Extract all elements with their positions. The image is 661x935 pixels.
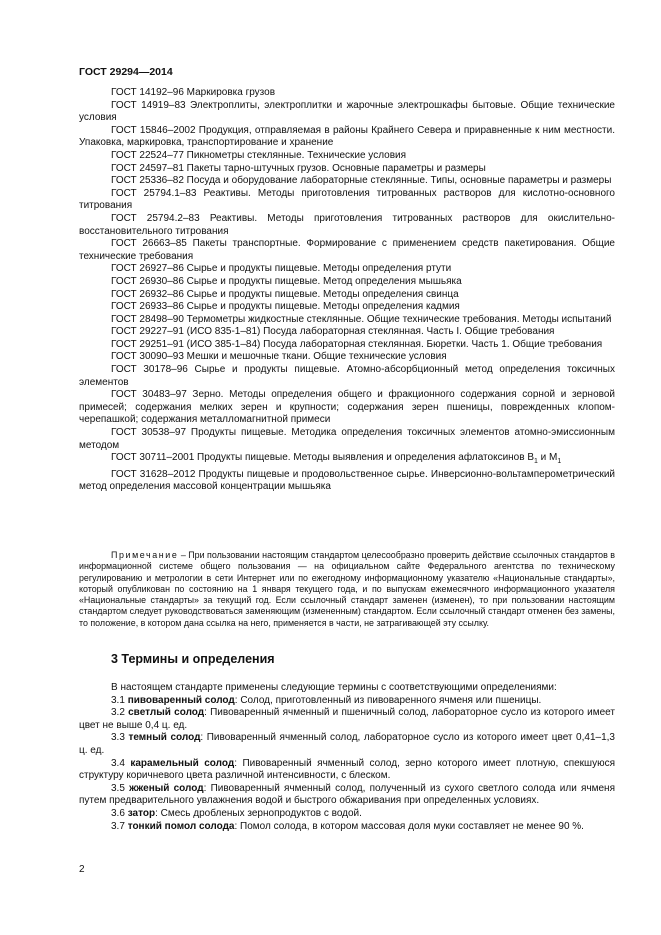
term-number: 3.7 [111,820,128,832]
term-definition: : Пивоваренный ячменный солод, полученный из сухого светлого солода или ячменя путем предварительного увлажнения водой и быстрого обжаривания при определенных условиях. [79,782,615,807]
reference-item: ГОСТ 30538–97 Продукты пищевые. Методика определения токсичных элементов атомно-эмиссионным методом [79,427,615,451]
term-name: жженый солод [129,782,204,794]
term-number: 3.6 [111,807,128,819]
reference-text: и М [537,452,558,464]
term-name: светлый солод [128,707,205,719]
section-title: 3 Термины и определения [111,652,275,666]
reference-item: ГОСТ 14919–83 Электроплиты, электроплитки и жарочные электрошкафы бытовые. Общие технические условия [79,99,615,124]
note-paragraph [79,550,615,629]
term-definition: : Помол солода, в котором массовая доля муки составляет не менее 90 %. [234,820,584,832]
reference-item: ГОСТ 15846–2002 Продукция, отправляемая в районы Крайнего Севера и приравненные к ним местности. Упаковка, маркировка, транспортирование и хранение [79,124,615,149]
term-number: 3.4 [111,757,131,769]
reference-text: ГОСТ 30711–2001 Продукты пищевые. Методы выявления и определения афлатоксинов В [111,452,534,464]
reference-item: ГОСТ 22524–77 Пикнометры стеклянные. Технические условия [111,149,407,161]
reference-item: ГОСТ 26927–86 Сырье и продукты пищевые. Методы определения ртути [111,263,452,275]
reference-item: ГОСТ 29227–91 (ИСО 835-1–81) Посуда лабораторная стеклянная. Часть I. Общие требования [111,326,555,338]
term-number: 3.2 [111,707,129,719]
normative-references-list [79,87,615,494]
reference-item: ГОСТ 24597–81 Пакеты тарно-штучных грузов. Основные параметры и размеры [111,162,486,174]
term-item [79,783,615,808]
subscript: 1 [557,458,562,466]
reference-item: ГОСТ 29251–91 (ИСО 385-1–84) Посуда лабораторная стеклянная. Бюретки. Часть 1. Общие требования [111,338,603,350]
note-text: – При пользовании настоящим стандартом целесообразно проверить действие ссылочных стандартов в информационной системе общего пользования — на официальном сайте Федерального агентства по техническому регулированию и метрологии в сети Интернет или по ежегодному информационному указателю «Национальные стандарты», который опубликован по состоянию на 1 января текущего года, и по выпускам ежемесячного информационного указателя «Национальные стандарты» за текущий год. Если ссылочный стандарт заменен (изменен), то при пользовании настоящим стандартом следует руководствоваться заменяющим (измененным) стандартом. Если ссылочный стандарт отменен без замены, то положение, в котором дана ссылка на него, применяется в части, не затрагивающей эту ссылку. [79,550,615,628]
reference-item: ГОСТ 25794.2–83 Реактивы. Методы приготовления титрованных растворов для окислительно-восстановительного титрования [79,212,615,237]
terms-section [79,682,615,833]
term-name: темный солод [128,732,201,744]
reference-item: ГОСТ 14192–96 Маркировка грузов [111,87,276,98]
reference-item: ГОСТ 30483–97 Зерно. Методы определения общего и фракционного содержания сорной и зерновой примесей; содержания мелких зерен и крупности; содержания зерен пшеницы, поврежденных клопом-черепашкой; содержания металломагнитной примеси [79,389,615,426]
reference-item: ГОСТ 25794.1–83 Реактивы. Методы приготовления титрованных растворов для кислотно-основного титрования [79,187,615,212]
reference-item: ГОСТ 26932–86 Сырье и продукты пищевые. Методы определения свинца [111,288,459,300]
note-label: Примечание [111,550,179,560]
reference-item-aflatoxin [79,452,615,469]
note-block [79,550,615,629]
reference-item: ГОСТ 26930–86 Сырье и продукты пищевые. Метод определения мышьяка [111,275,462,287]
term-number: 3.3 [111,732,129,744]
term-number: 3.1 [111,694,128,706]
term-name: пивоваренный солод [127,694,235,706]
term-name: тонкий помол солода [127,820,235,832]
term-definition: : Пивоваренный ячменный и пшеничный солод, лабораторное сусло из которого имеет цвет не выше 0,4 ц. ед. [79,707,615,731]
reference-item: ГОСТ 26933–86 Сырье и продукты пищевые. Методы определения кадмия [111,301,460,313]
page-number: 2 [79,864,85,875]
terms-intro: В настоящем стандарте применены следующие термины с соответствующими определениями: [111,682,557,693]
term-item [79,808,615,821]
term-name: затор [127,807,156,819]
term-definition: : Солод, приготовленный из пивоваренного ячменя или пшеницы. [234,694,542,706]
reference-item: ГОСТ 30090–93 Мешки и мешочные ткани. Общие технические условия [111,351,447,363]
reference-item: ГОСТ 30178–96 Сырье и продукты пищевые. Атомно-абсорбционный метод определения токсичных элементов [79,364,615,388]
term-item [79,732,615,757]
term-item [79,695,615,708]
term-item [79,821,615,834]
term-definition: : Смесь дробленых зернопродуктов с водой. [155,807,362,819]
term-item [79,707,615,732]
term-item [79,758,615,783]
term-number: 3.5 [111,782,130,794]
reference-item: ГОСТ 31628–2012 Продукты пищевые и продовольственное сырье. Инверсионно-вольтамперометрический метод определения массовой концентрации мышьяка [79,468,615,493]
term-definition: : Пивоваренный ячменный солод, лабораторное сусло из которого имеет цвет 0,41–1,3 ц. ед. [79,732,615,756]
reference-item: ГОСТ 26663–85 Пакеты транспортные. Формирование с применением средств пакетирования. Общие технические требования [79,238,615,262]
subscript: 1 [534,458,538,466]
reference-item: ГОСТ 28498–90 Термометры жидкостные стеклянные. Общие технические требования. Методы испытаний [111,313,612,325]
document-header: ГОСТ 29294—2014 [79,66,173,78]
term-definition: : Пивоваренный ячменный солод, зерно которого имеет плотную, спекшуюся структуру коричневого цвета различной интенсивности, с блеском. [79,757,615,782]
reference-item: ГОСТ 25336–82 Посуда и оборудование лабораторные стеклянные. Типы, основные параметры и размеры [111,175,612,187]
term-name: карамельный солод [130,757,235,769]
